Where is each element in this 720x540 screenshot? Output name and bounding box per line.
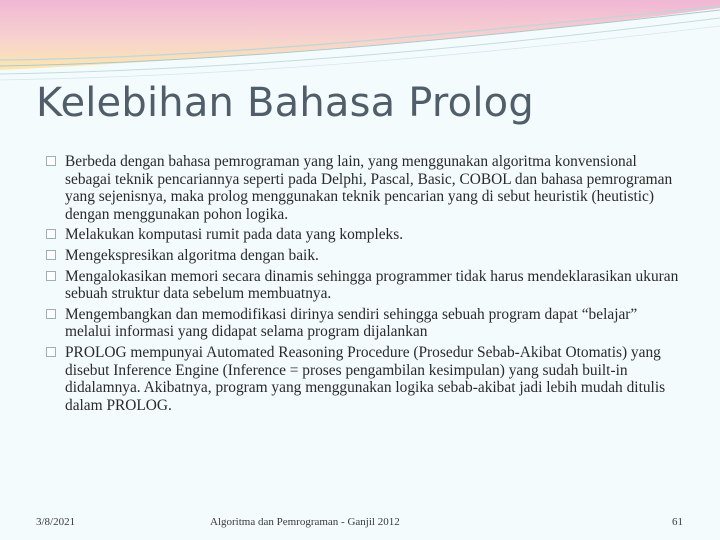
bullet-square-icon <box>46 347 56 357</box>
list-item <box>46 226 686 244</box>
bullet-text: Mengalokasikan memori secara dinamis sehingga programmer tidak harus mendeklarasikan ukuran sebuah struktur data sebelum membuatnya. <box>65 267 679 303</box>
bullet-text: Mengembangkan dan memodifikasi dirinya sendiri sehingga sebuah program dapat “belajar” melalui informasi yang didapat selama program dijalankan <box>65 305 638 341</box>
bullet-text: Melakukan komputasi rumit pada data yang kompleks. <box>65 226 404 244</box>
slide-title: Kelebihan Bahasa Prolog <box>36 80 534 126</box>
list-item <box>46 153 686 223</box>
bullet-square-icon <box>46 250 56 260</box>
list-item <box>46 247 686 265</box>
bullet-text: Mengekspresikan algoritma dengan baik. <box>65 246 319 264</box>
bullet-square-icon <box>46 271 56 281</box>
bullet-square-icon <box>46 309 56 319</box>
list-item <box>46 268 686 303</box>
decorative-wave-header <box>0 0 720 90</box>
footer-page-number: 61 <box>672 516 683 528</box>
bullet-square-icon <box>46 156 56 166</box>
footer-course: Algoritma dan Pemrograman - Ganjil 2012 <box>210 516 400 528</box>
bullet-square-icon <box>46 229 56 239</box>
footer-date: 3/8/2021 <box>36 516 76 528</box>
bullet-text: PROLOG mempunyai Automated Reasoning Procedure (Prosedur Sebab-Akibat Otomatis) yang disebut Inference Engine (Inference = proses pengambilan kesimpulan) yang sudah built-in didalamnya. Akibatnya, program yang menggunakan logika sebab-akibat jadi lebih mudah ditulis dalam PROLOG. <box>65 343 666 414</box>
bullet-list <box>46 153 686 417</box>
bullet-text: Berbeda dengan bahasa pemrograman yang lain, yang menggunakan algoritma konvensional sebagai teknik pencariannya seperti pada Delphi, Pascal, Basic, COBOL dan bahasa pemrograman yang sejenisnya, maka prolog menggunakan teknik pencarian yang di sebut heuristik (heutistic) dengan menggunakan pohon logika. <box>65 153 673 223</box>
list-item <box>46 306 686 341</box>
list-item <box>46 344 686 414</box>
